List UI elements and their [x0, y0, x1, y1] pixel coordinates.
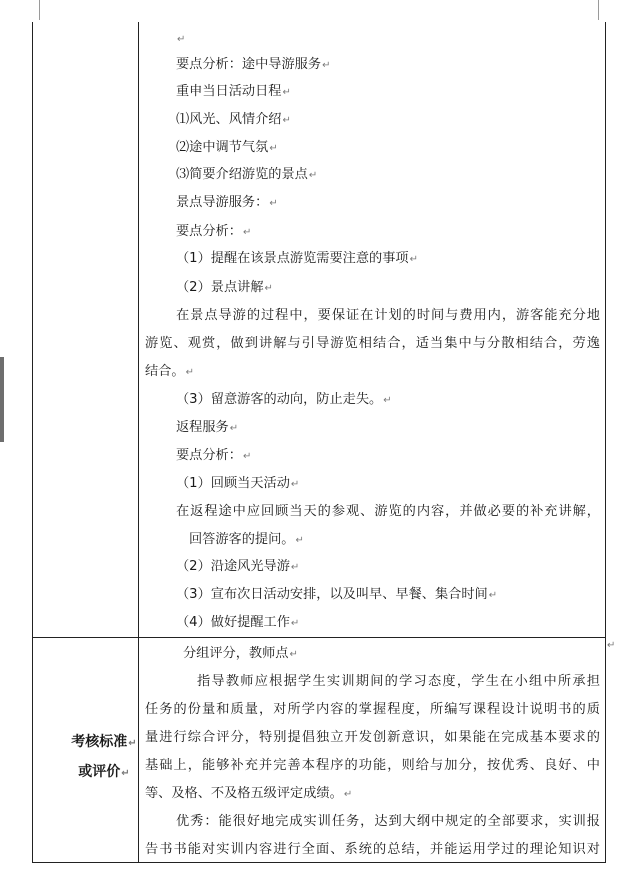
- table-column-divider: [138, 22, 139, 862]
- assessment-label-line2: 或评价: [78, 764, 121, 780]
- content-line-text: 重申当日活动日程: [176, 84, 282, 99]
- crop-mark-left: [39, 0, 40, 20]
- content-line: [176, 475, 299, 494]
- content-line: [176, 139, 278, 158]
- paragraph-mark: ↵: [383, 395, 392, 406]
- content-line: [189, 531, 304, 550]
- assessment-line: [145, 757, 600, 775]
- content-line-text: （3）留意游客的动向，防止走失。: [176, 392, 383, 407]
- paragraph-mark: ↵: [290, 618, 300, 629]
- content-line-text: （2）景点讲解: [176, 280, 264, 295]
- content-line: [176, 614, 299, 633]
- paragraph-mark: ↵: [177, 34, 186, 45]
- content-line: [176, 83, 291, 102]
- assessment-label-line1: 考核标准: [71, 734, 128, 750]
- content-line-text: （3）宣布次日活动安排，以及叫早、早餐、集合时间: [176, 587, 488, 602]
- paragraph-mark: ↵: [282, 87, 291, 98]
- assessment-line-text: 基础上，能够补充并完善本程序的功能，则给与加分，按优秀、良好、中: [145, 758, 600, 773]
- content-line-text: （1）提醒在该景点游览需要注意的事项: [176, 251, 409, 266]
- content-line: [145, 363, 194, 382]
- content-line-text: （2）沿途风光导游: [176, 559, 290, 574]
- content-line: [176, 279, 273, 298]
- content-line: [176, 503, 600, 521]
- content-line: [176, 419, 238, 438]
- assessment-line-text: 等、及格、不及格五级评定成绩。: [145, 786, 343, 801]
- assessment-line: [145, 701, 600, 719]
- paragraph-mark: ↵: [242, 227, 252, 238]
- scrollbar-thumb[interactable]: [0, 357, 4, 442]
- paragraph-mark: ↵: [295, 535, 304, 546]
- paragraph-mark: ↵: [269, 143, 278, 154]
- content-line-text: 要点分析：途中导游服务: [176, 57, 322, 72]
- assessment-line-text: 指导教师应根据学生实训期间的学习态度，学生在小组中所承担: [197, 674, 600, 689]
- assessment-label: [70, 728, 138, 788]
- content-line: [176, 194, 278, 213]
- content-line-text: ⑴风光、风情介绍: [176, 112, 282, 127]
- assessment-line: [145, 729, 600, 747]
- paragraph-mark: ↵: [290, 479, 300, 490]
- content-line-text: ⑵途中调节气氛: [176, 140, 269, 155]
- paragraph-mark: ↵: [290, 562, 300, 573]
- paragraph-mark: ↵: [322, 60, 331, 71]
- content-line: [176, 447, 251, 466]
- content-line-text: ⑶简要介绍游览的景点: [176, 167, 308, 182]
- assessment-line: [183, 645, 298, 664]
- paragraph-mark: ↵: [229, 423, 239, 434]
- content-line: [176, 56, 330, 75]
- content-line-text: 结合。: [145, 364, 185, 379]
- content-line: [176, 223, 251, 242]
- paragraph-mark: ↵: [185, 367, 194, 378]
- content-line-text: 景点导游服务：: [176, 195, 269, 210]
- content-line: [176, 586, 497, 605]
- assessment-line: [145, 841, 600, 859]
- assessment-line-text: 分组评分，教师点: [183, 646, 289, 661]
- paragraph-mark: ↵: [488, 590, 498, 601]
- paragraph-mark: ↵: [242, 451, 252, 462]
- content-line-text: 在景点导游的过程中，要保证在计划的时间与费用内，游客能充分地: [176, 308, 600, 323]
- content-line: [145, 335, 600, 353]
- content-line-text: （4）做好提醒工作: [176, 615, 290, 630]
- content-line: [176, 166, 317, 185]
- paragraph-mark: ↵: [269, 198, 278, 209]
- content-line: [176, 558, 299, 577]
- content-line: [176, 30, 185, 49]
- assessment-line-text: 任务的份量和质量，对所学内容的掌握程度，所编写课程设计说明书的质: [145, 702, 600, 717]
- crop-mark-right: [598, 0, 599, 20]
- table-row-divider: [32, 637, 605, 638]
- content-line-text: 返程服务: [176, 420, 229, 435]
- content-line-text: 游览、观赏，做到讲解与引导游览相结合，适当集中与分散相结合，劳逸: [145, 336, 600, 351]
- content-line: [176, 307, 600, 325]
- content-line-text: 要点分析：: [176, 448, 242, 463]
- paragraph-mark: ↵: [121, 768, 130, 779]
- row-end-mark: ↵: [607, 640, 616, 651]
- paragraph-mark: ↵: [409, 254, 418, 265]
- assessment-line-text: 量进行综合评分，特别提倡独立开发创新意识，如果能在完成基本要求的: [145, 730, 600, 745]
- assessment-line: [145, 785, 352, 804]
- content-line-text: 要点分析：: [176, 224, 242, 239]
- content-line-text: （1）回顾当天活动: [176, 476, 290, 491]
- assessment-line-text: 告书书能对实训内容进行全面、系统的总结，并能运用学过的理论知识对: [145, 842, 600, 857]
- content-line: [176, 391, 392, 410]
- assessment-line: [197, 673, 600, 691]
- content-line: [176, 111, 291, 130]
- paragraph-mark: ↵: [343, 789, 353, 800]
- content-line-text: 在返程途中应回顾当天的参观、游览的内容，并做必要的补充讲解，: [176, 504, 600, 519]
- paragraph-mark: ↵: [128, 738, 137, 749]
- content-line-text: 回答游客的提问。: [189, 532, 295, 547]
- paragraph-mark: ↵: [264, 283, 273, 294]
- paragraph-mark: ↵: [282, 115, 291, 126]
- assessment-line-text: 优秀：能很好地完成实训任务，达到大纲中规定的全部要求，实训报: [176, 814, 600, 829]
- assessment-line: [176, 813, 600, 831]
- paragraph-mark: ↵: [308, 170, 318, 181]
- paragraph-mark: ↵: [289, 649, 298, 660]
- content-line: [176, 250, 418, 269]
